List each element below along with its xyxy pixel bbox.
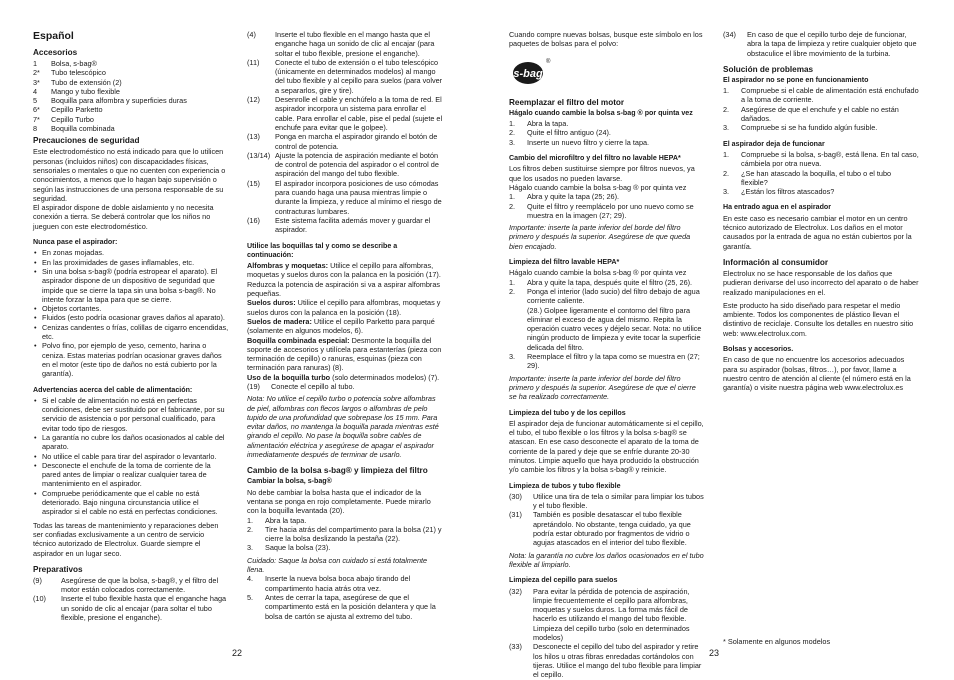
list-item: (12) Desenrolle el cable y enchúfelo a la toma de red. El aspirador incorpora un sistema para enrollar el cable. Para enrollar el cable, pise el pedal (sujete el enchufe para evitar que le golpee). [247, 95, 443, 132]
list-item: (13/14) Ajuste la potencia de aspiración mediante el botón de control de potencia del aspirador o el control de aspiración del mango del tubo flexible. [247, 150, 439, 179]
cable-warnings-heading: Advertencias acerca del cable de alimentación: [33, 385, 193, 394]
list-item: • La garantía no cubre los daños ocasionados al cable del aparato. [33, 433, 229, 452]
bags-intro-paragraph: Cuando compre nuevas bolsas, busque este símbolo en los paquetes de bolsas para el polvo: [509, 30, 703, 49]
no-start-subheading: El aspirador no se pone en funcionamiento [723, 75, 869, 84]
list-item: 3. Inserte un nuevo filtro y cierre la tapa. [509, 137, 650, 147]
list-item: (10) Inserte el tubo flexible hasta que el enganche haga un sonido de clic al encajar (para soltar el tubo flexible, presione el enganche). [33, 594, 227, 623]
list-item: • Objetos cortantes. [33, 304, 229, 313]
list-item: 1. Compruebe si el cable de alimentación está enchufado a la toma de corriente. [723, 86, 919, 105]
tube-cleaning-paragraph: El aspirador deja de funcionar automáticamente si el cepillo, el tubo, el tubo flexible o los filtros y la bolsa s-bag® se atascan. En ese caso desconecte el aparato de la toma de corriente de la pared y deje que se enfríe durante 20-30 minutos. Limpie aquello que haya producido la obstrucción y/o cambie los filtros y la bolsa s-bag® y reinicie. [509, 418, 704, 475]
list-item: (19) Conecte el cepillo al tubo. [247, 381, 355, 391]
troubleshooting-heading: Solución de problemas [723, 64, 814, 74]
list-item: 2. Tire hacia atrás del compartimento para la bolsa (21) y cierre la bolsa deslizando la pestaña (22). [247, 524, 442, 544]
nozzles-heading: Utilice las boquillas tal y como se describe a continuación: [247, 241, 398, 259]
turbo-note: Nota: No utilice el cepillo turbo o potencia sobre alfombras de piel, alfombras con flecos largos o alfombras de pelo tupido de una profundidad que sobrepase los 15 mm. Para evitar daños, no mantenga la boquilla parada mientras esté girando el cepillo. No pase la boquilla sobre cables de alimentación eléctrica y asegúrese de apagar el aspirador inmediatamente después de terminar de usarlo. [247, 394, 439, 460]
language-heading: Español [33, 30, 74, 42]
stops-working-subheading: El aspirador deja de funcionar [723, 139, 825, 148]
hoses-note: Nota: la garantía no cubre los daños ocasionados en el tubo flexible al limpiarlo. [509, 550, 704, 569]
environment-paragraph: Este producto ha sido diseñado para respetar el medio ambiente. Todos los componentes de plástico llevan el distintivo de reciclaje. Consulte los detalles en nuestro sitio web: www.electrolux.com. [723, 300, 914, 338]
wood-floors-paragraph: Suelos de madera: Utilice el cepillo Parketto para parqué (solamente en algunos modelos, 6). [247, 316, 435, 336]
list-item: 1 Bolsa, s-bag® [33, 59, 97, 68]
bag-change-heading: Cambio de la bolsa s-bag® y limpieza del filtro [247, 466, 428, 476]
page-number-right: 23 [709, 648, 720, 658]
water-subheading: Ha entrado agua en el aspirador [723, 203, 832, 212]
page-number-left: 22 [232, 648, 243, 658]
accessories-list [33, 59, 229, 133]
list-item: 3. Reemplace el filtro y la tapa como se muestra en (27; 29). [509, 352, 700, 371]
hoses-heading: Limpieza de tubos y tubo flexible [509, 481, 621, 490]
column-1 [33, 30, 229, 622]
list-item: 5 Boquilla para alfombra y superficies duras [33, 96, 187, 106]
safety-paragraph-2: El aspirador dispone de doble aislamiento y no necesita conexión a tierra. Se deberá controlar que los niños no jueguen con este electrodoméstico. [33, 203, 214, 231]
list-item: • Polvo fino, por ejemplo de yeso, cemento, harina o ceniza. Estas materias podrían ocasionar graves daños en el motor (este tipo de daños no está cubierto por la garantía). [33, 341, 229, 378]
carpets-paragraph: Alfombras y moquetas: Utilice el cepillo para alfombras, moquetas y suelos duros con la palanca en la posición (17). Reduzca la potencia de aspiración si va a aspirar alfombras pequeñas. [247, 261, 441, 299]
list-item: 4. Inserte la nueva bolsa boca abajo tirando del compartimento hacia atrás otra vez. [247, 574, 411, 593]
list-item: 1. Abra la tapa. [509, 119, 569, 129]
microfilter-paragraph-2: Hágalo cuando cambie la bolsa s-bag ® por quinta vez [509, 182, 687, 192]
s-bag-logo-icon [509, 53, 553, 87]
hepa-important-note: Importante: inserte la parte inferior del borde del filtro primero y después la superior. Asegúrese de que el cierre se ha realizado correctamente. [509, 373, 696, 402]
list-item: 1. Abra la tapa. [247, 515, 307, 525]
list-item: 2. Quite el filtro y reemplácelo por uno nuevo como se muestra en la imagen (27; 29). [509, 201, 694, 220]
accessories-heading: Accesorios [33, 48, 78, 57]
list-item: (34) En caso de que el cepillo turbo deje de funcionar, abra la tapa de limpieza y retire cualquier objeto que obstaculice el libre movimiento de la turbina. [723, 30, 917, 58]
combination-nozzle-paragraph: Boquilla combinada especial: Desmonte la boquilla del soporte de accesorios y utilícela para estanterías (pieza con terminación de cepillo) o ranuras, esquinas (pieza con terminación para ranuras) (8). [247, 335, 442, 373]
list-item: • Sin una bolsa s-bag® (podría estropear el aparato). El aspirador dispone de un dispositivo de seguridad que impide que se cierre la tapa sin una bolsa s-bag®. No intente forzar la tapa para que se cierre. [33, 267, 229, 304]
list-item: 3. Saque la bolsa (23). [247, 543, 331, 553]
list-item: (15) El aspirador incorpora posiciones de uso cómodas para cuando haga una pausa mientras limpie o durante la limpieza, y reduce al mínimo el riesgo de contracturas lumbares. [247, 178, 442, 216]
bags-accessories-subheading: Bolsas y accesorios. [723, 345, 794, 354]
tube-cleaning-heading: Limpieza del tubo y de los cepillos [509, 408, 626, 417]
list-item: • No utilice el cable para tirar del aspirador o levantarlo. [33, 452, 229, 461]
list-item: (28.) Golpee ligeramente el contorno del filtro para eliminar el exceso de agua del mismo. Repita la operación cuatro veces y déjelo secar. Nota: no utilice ningún producto de limpieza y evite tocar la superficie delicada del filtro. [527, 305, 702, 352]
list-item: 3. Compruebe si se ha fundido algún fusible. [723, 123, 878, 133]
footnote: * Solamente en algunos modelos [723, 637, 831, 646]
list-item: (31) También es posible desatascar el tubo flexible apretándolo. No obstante, tenga cuidado, ya que podría estar obturado por fragmentos de vidrio o agujas atascados en el interior del tubo flexible. [509, 510, 691, 548]
consumer-info-heading: Información al consumidor [723, 257, 829, 267]
list-item: 3* Tubo de extensión (2) [33, 77, 122, 87]
list-item: Limpieza del cepillo turbo (solo en determinados modelos) [533, 623, 690, 643]
microfilter-paragraph: Los filtros deben sustituirse siempre por filtros nuevos, ya que los usados no pueden lavarse. [509, 164, 695, 183]
list-item: 8 Boquilla combinada [33, 124, 115, 134]
list-item: (16) Este sistema facilita además mover y guardar el aspirador. [247, 215, 431, 235]
floor-brush-heading: Limpieza del cepillo para suelos [509, 576, 618, 585]
list-item: • Cenizas candentes o frías, colillas de cigarro encendidas, etc. [33, 323, 229, 342]
list-item: (4) Inserte el tubo flexible en el mango hasta que el enganche haga un sonido de clic al encajar (para soltar el tubo flexible, presione el enganche). [247, 30, 435, 58]
hepa-heading: Limpieza del filtro lavable HEPA* [509, 258, 620, 267]
list-item: • Si el cable de alimentación no está en perfectas condiciones, debe ser sustituido por el fabricante, por su servicio de asistencia o por personal cualificado, para evitar todo tipo de riesgos. [33, 396, 229, 433]
preparation-heading: Preparativos [33, 564, 83, 574]
column-4 [723, 30, 919, 393]
list-item: 6* Cepillo Parketto [33, 105, 103, 115]
column-2 [247, 30, 443, 621]
list-item: (32) Para evitar la pérdida de potencia de aspiración, limpie frecuentemente el cepillo para alfombras, moquetas y suelos duros. La forma más fácil de hacerlo es utilizando el mango del tubo flexible. [509, 586, 690, 624]
safety-paragraph: Este electrodoméstico no está indicado para que lo utilicen personas (incluidos niños) con discapacidades físicas, sensoriales o mentales o que no cuenten con experiencia o conocimientos, a menos que lo hagan bajo supervisión o según las instrucciones de una persona responsable de su seguridad. [33, 147, 226, 203]
list-item: (33) Desconecte el cepillo del tubo del aspirador y retire los hilos u otras fibras enredadas cortándolos con tijeras. Utilice el mango del tubo flexible para limpiar el cepillo. [509, 642, 702, 680]
list-item: • En las proximidades de gases inflamables, etc. [33, 258, 229, 267]
list-item: (13) Ponga en marcha el aspirador girando el botón de control de potencia. [247, 132, 438, 151]
list-item: 2. Ponga el interior (lado sucio) del filtro debajo de agua corriente caliente. [509, 286, 700, 306]
list-item: 7* Cepillo Turbo [33, 114, 94, 124]
list-item: 2. Asegúrese de que el enchufe y el cable no están dañados. [723, 104, 899, 124]
list-item: 5. Antes de cerrar la tapa, asegúrese de que el compartimento está en la posición delantera y que la bolsa de cartón se ajusta al extremo del tubo. [247, 592, 436, 621]
hard-floors-paragraph: Suelos duros: Utilice el cepillo para alfombras, moquetas y suelos duros con la palanca en la posición (18). [247, 298, 441, 317]
list-item: 1. Abra y quite la tapa (25; 26). [509, 192, 620, 202]
change-bag-paragraph: No debe cambiar la bolsa hasta que el indicador de la ventana se ponga en rojo completamente. Puede mirarlo con la boquilla levantada (20). [247, 487, 431, 516]
list-item: 1. Abra y quite la tapa, después quite el filtro (25, 26). [509, 277, 693, 287]
list-item: 3. ¿Están los filtros atascados? [723, 187, 835, 197]
svg-text:s-bag: s-bag [513, 67, 543, 80]
list-item: (11) Conecte el tubo de extensión o el tubo telescópico (únicamente en determinados modelos) al mango del tubo flexible y al cepillo para suelos (para volver a separarlos, gire y tire). [247, 57, 443, 95]
turbo-nozzle-paragraph: Uso de la boquilla turbo (solo determinados modelos) (7). [247, 372, 440, 382]
maintenance-paragraph: Todas las tareas de mantenimiento y reparaciones deben ser confiadas exclusivamente a un centro de servicio técnico autorizado de Electrolux. Guarde siempre el aspirador en un lugar seco. [33, 520, 219, 558]
motor-filter-subheading: Hágalo cuando cambie la bolsa s-bag ® por quinta vez [509, 108, 693, 117]
hepa-paragraph: Hágalo cuando cambie la bolsa s-bag ® por quinta vez [509, 268, 687, 278]
microfilter-heading: Cambio del microfiltro y del filtro no lavable HEPA* [509, 154, 681, 163]
column-3 [509, 30, 705, 680]
list-item: • Fluidos (esto podría ocasionar graves daños al aparato). [33, 313, 229, 322]
list-item: 2. ¿Se han atascado la boquilla, el tubo o el tubo flexible? [723, 168, 892, 187]
svg-text:®: ® [546, 58, 551, 65]
list-item: 2. Quite el filtro antiguo (24). [509, 128, 611, 138]
consumer-info-paragraph: Electrolux no se hace responsable de los daños que pudieran derivarse del uso incorrecto del aparato o de haber realizado manipulaciones en el. [723, 268, 919, 297]
motor-filter-heading: Reemplazar el filtro del motor [509, 97, 625, 107]
change-bag-subheading: Cambiar la bolsa, s-bag® [247, 477, 332, 486]
list-item: • Compruebe periódicamente que el cable no está deteriorado. Bajo ninguna circunstancia utilice el aspirador si el cable no está en perfectas condiciones. [33, 489, 229, 517]
list-item: (30) Utilice una tira de tela o similar para limpiar los tubos y el tubo flexible. [509, 491, 704, 511]
never-vacuum-heading: Nunca pase el aspirador: [33, 238, 118, 247]
list-item: (9) Asegúrese de que la bolsa, s-bag®, y el filtro del motor están colocados correctamente. [33, 575, 219, 595]
water-paragraph: En este caso es necesario cambiar el motor en un centro técnico autorizado de Electrolux. Los daños en el motor causados por la entrada de agua no están cubiertos por la garantía. [723, 213, 912, 251]
list-item: • Desconecte el enchufe de la toma de corriente de la pared antes de limpiar o realizar cualquier tarea de mantenimiento en el aspirador. [33, 461, 229, 489]
list-item: • En zonas mojadas. [33, 248, 229, 257]
s-bag-logo [509, 53, 553, 89]
bags-accessories-paragraph: En caso de que no encuentre los accesorios adecuados para su aspirador (bolsas, filtros…), por favor, llame a nuestro centro de atención al cliente (el número está en la garantía) o visite nuestra página web www.electrolux.es [723, 355, 911, 393]
list-item: 4 Mango y tubo flexible [33, 86, 120, 96]
microfilter-important-note: Importante: inserte la parte inferior del borde del filtro primero y después la superior. Asegúrese de que queda bien encajado. [509, 223, 691, 251]
list-item: 2* Tubo telescópico [33, 68, 106, 78]
list-item: 1. Compruebe si la bolsa, s-bag®, está llena. En tal caso, cámbiela por otra nueva. [723, 149, 919, 169]
caution-note: Cuidado: Saque la bolsa con cuidado si está totalmente llena. [247, 555, 428, 575]
safety-heading: Precauciones de seguridad [33, 136, 140, 146]
